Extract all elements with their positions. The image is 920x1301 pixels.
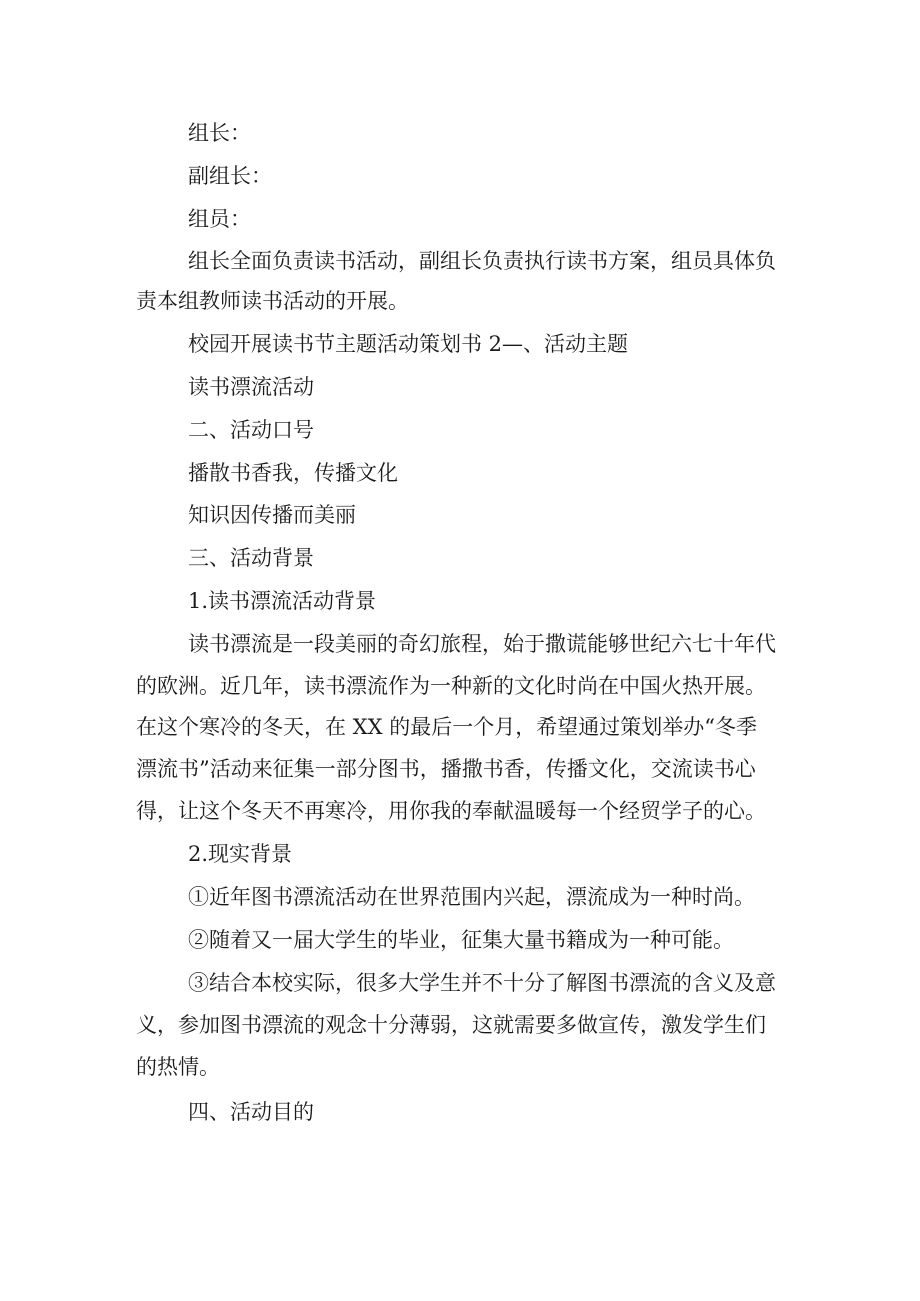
real-background-item-3-line-3: 的热情。: [136, 1055, 220, 1079]
real-background-item-1: ①近年图书漂流活动在世界范围内兴起，漂流成为一种时尚。: [188, 885, 755, 909]
background-paragraph-line-3: 在这个寒冷的冬天，在 XX 的最后一个月，希望通过策划举办“冬季: [136, 715, 757, 739]
real-background-item-3-line-1: ③结合本校实际，很多大学生并不十分了解图书漂流的含义及意: [188, 971, 776, 995]
subheading-reading-drift-background: 1.读书漂流活动背景: [188, 589, 377, 613]
duties-paragraph-line-1: 组长全面负责读书活动，副组长负责执行读书方案，组员具体负: [188, 249, 776, 273]
background-paragraph-line-2: 的欧洲。近几年，读书漂流作为一种新的文化时尚在中国火热开展。: [136, 674, 766, 698]
activity-theme-value: 读书漂流活动: [188, 375, 314, 399]
section-heading-background: 三、活动背景: [188, 546, 314, 570]
members-line: 组员：: [188, 207, 251, 231]
leader-line: 组长：: [188, 121, 251, 145]
slogan-line-1: 播散书香我，传播文化: [188, 461, 398, 485]
background-paragraph-line-5: 得，让这个冬天不再寒冷，用你我的奉献温暖每一个经贸学子的心。: [136, 799, 766, 823]
slogan-line-2: 知识因传播而美丽: [188, 503, 356, 527]
real-background-item-2: ②随着又一届大学生的毕业，征集大量书籍成为一种可能。: [188, 928, 734, 952]
section-heading-purpose: 四、活动目的: [188, 1100, 314, 1124]
plan-title-line: 校园开展读书节主题活动策划书 2—、活动主题: [188, 332, 629, 356]
section-heading-slogan: 二、活动口号: [188, 418, 314, 442]
duties-paragraph-line-2: 责本组教师读书活动的开展。: [136, 289, 409, 313]
background-paragraph-line-1: 读书漂流是一段美丽的奇幻旅程，始于撒谎能够世纪六七十年代: [188, 632, 776, 656]
real-background-item-3-line-2: 义，参加图书漂流的观念十分薄弱，这就需要多做宣传，激发学生们: [136, 1013, 766, 1037]
subheading-real-background: 2.现实背景: [188, 842, 293, 866]
background-paragraph-line-4: 漂流书”活动来征集一部分图书，播撒书香，传播文化，交流读书心: [136, 757, 756, 781]
deputy-leader-line: 副组长：: [188, 164, 272, 188]
